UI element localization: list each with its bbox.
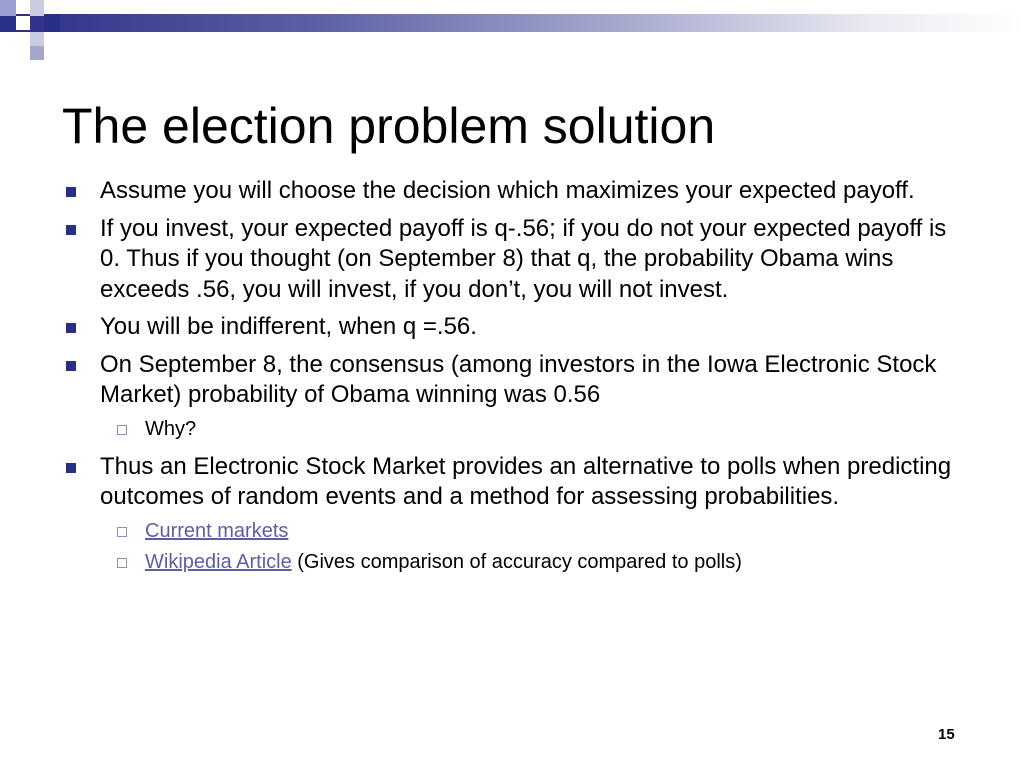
square-bullet-icon [66, 463, 76, 473]
header-gradient-bar [0, 14, 1024, 32]
bullet-text: If you invest, your expected payoff is q-.56; if you do not your expected payoff is 0. Thus if you thought (on September 8) that q, the probability Obama wins exceeds .56, you will invest, if you don’t, you will not invest. [100, 214, 947, 303]
bullet-text: Thus an Electronic Stock Market provides an alternative to polls when predicting outcomes of random events and a method for assessing probabilities. [100, 452, 952, 510]
decorative-square [16, 16, 30, 30]
sub-bullet-list [100, 516, 964, 578]
sub-bullet-item [100, 516, 964, 547]
bullet-item [64, 350, 964, 445]
sub-bullet-item [100, 547, 964, 578]
square-bullet-icon [66, 323, 76, 333]
square-bullet-icon [66, 187, 76, 197]
bullet-list [64, 176, 964, 578]
decorative-square [60, 0, 74, 14]
bullet-text: Assume you will choose the decision which maximizes your expected payoff. [100, 177, 915, 204]
bullet-item [64, 214, 964, 306]
current-markets-link[interactable]: Current markets [145, 519, 289, 542]
bullet-item [64, 312, 964, 343]
bullet-item [64, 452, 964, 578]
square-bullet-icon [66, 361, 76, 371]
decorative-square [0, 0, 16, 16]
bullet-text: On September 8, the consensus (among investors in the Iowa Electronic Stock Market) probability of Obama winning was 0.56 [100, 350, 937, 408]
bullet-item [64, 176, 964, 207]
square-bullet-icon [66, 225, 76, 235]
decorative-square [30, 0, 44, 16]
page-number: 15 [938, 726, 955, 743]
sub-bullet-item [100, 414, 964, 445]
wikipedia-note-text: (Gives comparison of accuracy compared to polls) [291, 550, 742, 573]
sub-bullet-text: Why? [145, 417, 197, 440]
wikipedia-article-link[interactable]: Wikipedia Article [145, 550, 292, 573]
hollow-square-bullet-icon [117, 558, 127, 568]
sub-bullet-list [100, 414, 964, 445]
decorative-square [30, 32, 44, 46]
hollow-square-bullet-icon [117, 527, 127, 537]
decorative-square [0, 32, 14, 46]
bullet-text: You will be indifferent, when q =.56. [100, 313, 477, 340]
hollow-square-bullet-icon [117, 425, 127, 435]
slide-content [64, 176, 964, 585]
decorative-square [44, 14, 60, 32]
slide-title: The election problem solution [62, 98, 716, 154]
decorative-square [30, 46, 44, 60]
